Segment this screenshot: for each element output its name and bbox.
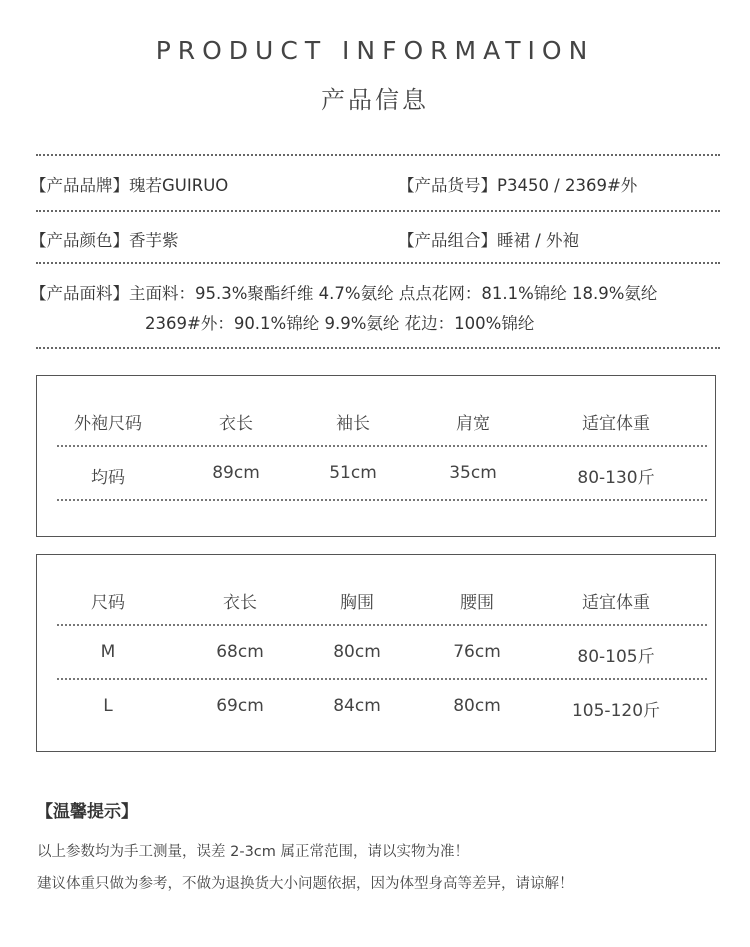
divider xyxy=(36,154,720,156)
table-header-cell: 适宜体重 xyxy=(582,414,650,434)
row-divider xyxy=(57,678,707,680)
table-header-cell: 衣长 xyxy=(223,593,257,613)
table-cell: 76cm xyxy=(453,642,501,662)
table-header-cell: 肩宽 xyxy=(456,414,490,434)
divider xyxy=(36,210,720,212)
table-cell: L xyxy=(103,696,113,716)
table-header-cell: 尺码 xyxy=(91,593,125,613)
divider xyxy=(36,262,720,264)
info-fabric-line1: 【产品面料】主面料：95.3%聚酯纤维 4.7%氨纶 点点花网：81.1%锦纶 18.9%氨纶 xyxy=(30,284,658,303)
row-divider xyxy=(57,445,707,447)
table-cell: 80-105斤 xyxy=(577,647,655,667)
table-cell: 80-130斤 xyxy=(577,468,655,488)
table-cell: 105-120斤 xyxy=(571,701,661,721)
divider xyxy=(36,347,720,349)
title-chinese: 产品信息 xyxy=(321,86,429,114)
table-header-cell: 衣长 xyxy=(219,414,253,434)
title-english: PRODUCT INFORMATION xyxy=(155,36,595,65)
table-header-cell: 外袍尺码 xyxy=(74,414,142,434)
table-cell: M xyxy=(100,642,116,662)
table-cell: 84cm xyxy=(333,696,381,716)
row-divider xyxy=(57,499,707,501)
row-divider xyxy=(57,624,707,626)
info-combination: 【产品组合】睡裙 / 外袍 xyxy=(398,231,580,250)
table-cell: 68cm xyxy=(216,642,264,662)
table-cell: 80cm xyxy=(333,642,381,662)
table-header-cell: 袖长 xyxy=(336,414,370,434)
table-cell: 80cm xyxy=(453,696,501,716)
info-color: 【产品颜色】香芋紫 xyxy=(30,231,179,250)
table-cell: 均码 xyxy=(91,468,125,488)
table-header-cell: 适宜体重 xyxy=(582,593,650,613)
tips-title: 【温馨提示】 xyxy=(36,802,138,822)
table-header-cell: 腰围 xyxy=(460,593,494,613)
table-header-cell: 胸围 xyxy=(340,593,374,613)
table-cell: 35cm xyxy=(449,463,497,483)
info-item-number: 【产品货号】P3450 / 2369#外 xyxy=(398,176,638,195)
table-cell: 89cm xyxy=(212,463,260,483)
tips-line-2: 建议体重只做为参考，不做为退换货大小问题依据，因为体型身高等差异，请谅解！ xyxy=(37,876,574,892)
robe-size-table xyxy=(36,375,716,537)
table-cell: 51cm xyxy=(329,463,377,483)
tips-line-1: 以上参数均为手工测量，误差 2-3cm 属正常范围，请以实物为准！ xyxy=(37,844,469,860)
info-brand: 【产品品牌】瑰若GUIRUO xyxy=(30,176,229,195)
table-cell: 69cm xyxy=(216,696,264,716)
dress-size-table xyxy=(36,554,716,752)
info-fabric-line2: 2369#外：90.1%锦纶 9.9%氨纶 花边：100%锦纶 xyxy=(145,314,535,333)
